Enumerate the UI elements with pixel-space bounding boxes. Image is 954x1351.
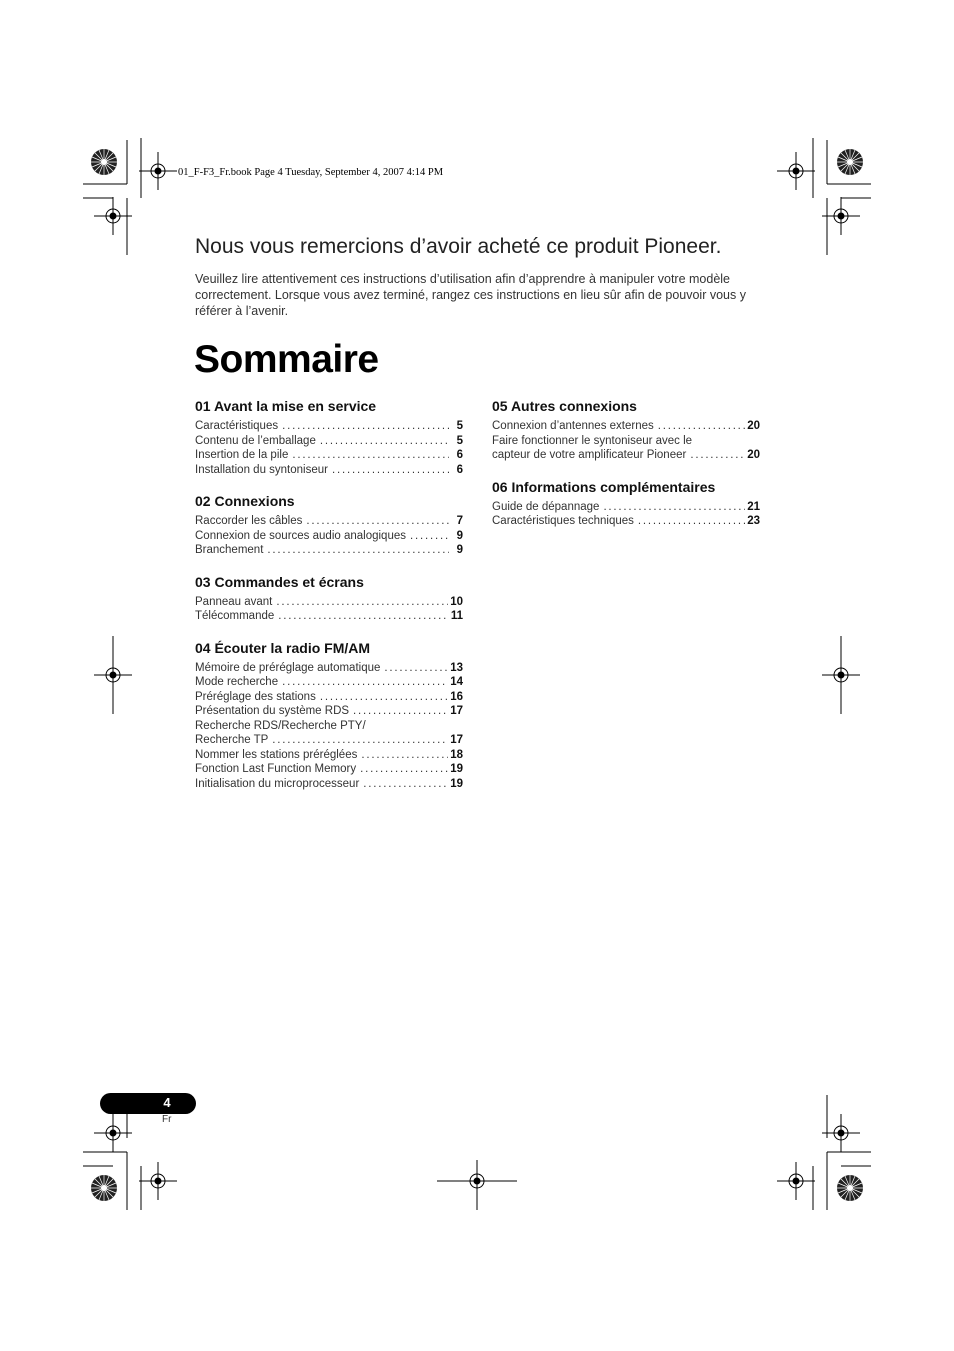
toc-entry-label: Branchement	[195, 544, 264, 556]
toc-entry-page: 6	[456, 463, 463, 476]
toc-entry-page: 17	[450, 734, 463, 746]
toc-entry[interactable]	[492, 500, 760, 515]
toc-entry[interactable]	[492, 419, 760, 434]
toc-entry[interactable]	[195, 675, 463, 690]
toc-entry[interactable]	[195, 777, 463, 792]
toc-entry-label: Télécommande	[195, 610, 275, 622]
toc-entry-page: 5	[456, 434, 463, 447]
dot-leader	[361, 748, 448, 763]
headline: Nous vous remercions d’avoir acheté ce produit Pioneer.	[195, 235, 722, 258]
toc-entry-label: Présentation du système RDS	[195, 705, 350, 717]
toc-entry-page: 13	[450, 661, 463, 674]
toc-entry[interactable]	[492, 514, 760, 529]
toc-entry-page: 23	[747, 515, 760, 527]
toc-entry-label: Raccorder les câbles	[195, 515, 303, 527]
toc-entry[interactable]	[195, 448, 463, 463]
dot-leader	[276, 595, 448, 610]
toc-entry[interactable]	[195, 733, 463, 748]
page-title: Sommaire	[194, 338, 379, 381]
toc-section	[195, 397, 463, 477]
toc-section-title: 04 Écouter la radio FM/AM	[195, 639, 371, 656]
toc-section-title: 01 Avant la mise en service	[195, 398, 377, 414]
toc-entry[interactable]	[492, 448, 760, 463]
dot-leader	[332, 463, 449, 478]
toc-entry[interactable]	[195, 434, 463, 449]
toc-entry-label: Contenu de l’emballage	[195, 434, 316, 447]
dot-leader	[282, 675, 448, 690]
toc-entry-label: Connexion de sources audio analogiques	[195, 529, 406, 542]
toc-entry-page: 9	[456, 544, 463, 556]
toc-section	[195, 639, 463, 792]
toc-entry-label: Mémoire de préréglage automatique	[195, 661, 381, 674]
dot-leader	[363, 777, 448, 792]
intro-paragraph: Veuillez lire attentivement ces instructions d’utilisation afin d’apprendre à manipuler votre modèle correctement. Lorsque vous avez terminé, rangez ces instructions en lieu sûr afin de pouvoir vous y référer à l’avenir.	[195, 272, 746, 318]
toc-entry-label: capteur de votre amplificateur Pioneer	[492, 449, 687, 461]
toc-section-title: 03 Commandes et écrans	[195, 573, 364, 590]
toc-entry-label: Nommer les stations préréglées	[195, 748, 358, 761]
toc-left-column	[195, 397, 463, 806]
toc-entry[interactable]	[195, 529, 463, 544]
toc-entry-page: 6	[456, 449, 463, 461]
dot-leader	[272, 733, 448, 748]
dot-leader	[410, 529, 449, 544]
toc-right-column	[492, 397, 760, 544]
toc-entry-page: 20	[747, 420, 760, 432]
toc-entry-page: 11	[450, 610, 463, 622]
toc-entry-label: Caractéristiques	[195, 420, 279, 432]
toc-entry[interactable]	[195, 704, 463, 719]
toc-entry-page: 5	[456, 420, 463, 432]
toc-entry-label: Préréglage des stations	[195, 690, 316, 703]
toc-entry-page: 18	[450, 748, 463, 761]
toc-entry[interactable]	[195, 543, 463, 558]
toc-entry[interactable]	[195, 661, 463, 676]
dot-leader	[353, 704, 448, 719]
dot-leader	[320, 690, 448, 705]
dot-leader	[292, 448, 449, 463]
dot-leader	[603, 500, 745, 515]
book-info-header: 01_F-F3_Fr.book Page 4 Tuesday, September 4, 2007 4:14 PM	[178, 167, 444, 178]
toc-entry-page: 14	[450, 676, 463, 688]
toc-entry-page: 9	[456, 529, 463, 542]
toc-entry-label: Caractéristiques techniques	[492, 515, 634, 527]
toc-entry[interactable]	[195, 595, 463, 610]
toc-entry-page: 20	[747, 449, 760, 461]
toc-entry-label: Connexion d’antennes externes	[492, 420, 654, 432]
toc-entry-label: Recherche TP	[195, 734, 269, 746]
page-language: Fr	[162, 1114, 172, 1125]
dot-leader	[690, 448, 745, 463]
toc-entry-label: Installation du syntoniseur	[195, 463, 328, 476]
dot-leader	[320, 434, 449, 449]
toc-entry-page: 19	[450, 763, 463, 775]
dot-leader	[384, 661, 448, 676]
toc-entry[interactable]	[195, 419, 463, 434]
toc-entry-label: Fonction Last Function Memory	[195, 763, 357, 775]
toc-entry-label: Guide de dépannage	[492, 500, 600, 513]
dot-leader	[267, 543, 449, 558]
toc-entry-label[interactable]: Faire fonctionner le syntoniseur avec le	[492, 434, 693, 447]
toc-entry-page: 17	[450, 705, 463, 717]
page-number: 4	[163, 1095, 171, 1110]
toc-entry[interactable]	[195, 762, 463, 777]
toc-entry-label: Mode recherche	[195, 676, 279, 688]
dot-leader	[638, 514, 745, 529]
dot-leader	[278, 609, 449, 624]
toc-section	[195, 492, 463, 558]
toc-entry-label: Insertion de la pile	[195, 449, 289, 461]
toc-section-title: 06 Informations complémentaires	[492, 478, 716, 495]
dot-leader	[658, 419, 745, 434]
toc-entry-page: 21	[747, 500, 760, 513]
toc-entry[interactable]	[195, 514, 463, 529]
toc-entry-label: Panneau avant	[195, 595, 273, 608]
toc-entry-label[interactable]: Recherche RDS/Recherche PTY/	[195, 719, 366, 732]
toc-entry[interactable]	[195, 748, 463, 763]
toc-entry-page: 7	[456, 515, 463, 527]
toc-entry[interactable]	[195, 690, 463, 705]
toc-entry-page: 16	[450, 690, 463, 703]
toc-entry[interactable]	[195, 609, 463, 624]
toc-entry[interactable]	[195, 463, 463, 478]
toc-section	[492, 478, 760, 529]
toc-section-title: 02 Connexions	[195, 493, 295, 509]
toc-entry-label: Initialisation du microprocesseur	[195, 777, 360, 790]
toc-section	[492, 397, 760, 463]
dot-leader	[282, 419, 449, 434]
toc-section	[195, 573, 463, 624]
dot-leader	[360, 762, 448, 777]
toc-entry-page: 19	[450, 777, 463, 790]
toc-entry-page: 10	[450, 595, 463, 608]
toc-section-title: 05 Autres connexions	[492, 398, 637, 414]
dot-leader	[306, 514, 449, 529]
